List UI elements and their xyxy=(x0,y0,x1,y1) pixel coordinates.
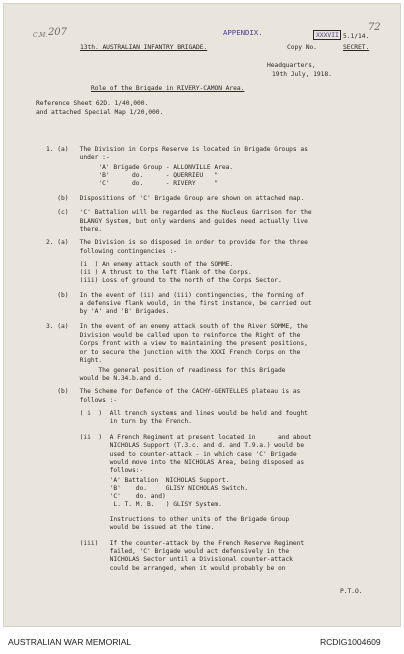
body-line: would move into the NICHOLAS Area, being disposed as xyxy=(46,459,305,466)
body-line: BLANGY System, but only wardens and guides need actually live xyxy=(46,218,308,225)
brigade-heading: 13th. AUSTRALIAN INFANTRY BRIGADE. xyxy=(80,44,208,51)
cm-number: 207 xyxy=(48,27,67,38)
body-line: (b) Dispositions of 'C' Brigade Group are shown on attached map. xyxy=(46,195,305,202)
body-line: could be arranged, when it would probably be on xyxy=(46,565,286,572)
appendix-stamp: APPENDIX. xyxy=(223,28,263,37)
body-line: The general position of readiness for this Brigade xyxy=(46,367,286,374)
secret-label: SECRET. xyxy=(343,44,370,51)
body-line: in turn by the French. xyxy=(46,418,192,425)
body-line: (b) In the event of (ii) and (iii) contingencies, the forming of xyxy=(46,292,305,299)
body-line: follows:- xyxy=(46,467,144,474)
archive-name: AUSTRALIAN WAR MEMORIAL xyxy=(8,637,132,647)
body-line: (b) The Scheme for Defence of the CACHY-GENTELLES plateau is as xyxy=(46,388,301,395)
pto-note: P.T.O. xyxy=(340,588,363,595)
body-line: (iii) Loss of ground to the north of the Corps Sector. xyxy=(46,277,282,284)
body-line: (i ) An enemy attack south of the SOMME. xyxy=(46,261,234,268)
body-line: 'C' do. - RIVERY " xyxy=(46,180,219,187)
body-line: following contingencies :- xyxy=(46,248,177,255)
body-line: L. T. M. B. ) GLISY System. xyxy=(46,501,222,508)
archive-reference: RCDIG1004609 xyxy=(320,637,381,647)
reference-line-1: Reference Sheet 62D. 1/40,000. xyxy=(36,100,149,107)
body-line: NICHOLAS Sector until a Divisional counter-attack xyxy=(46,556,293,563)
body-line: 'A' Brigade Group - ALLONVILLE Area. xyxy=(46,164,234,171)
body-line: (ii ) A French Regiment at present located in and about xyxy=(46,434,312,441)
body-line: there. xyxy=(46,226,103,233)
box-number: XXXVII xyxy=(316,30,339,39)
body-line: Instructions to other units of the Brigade Group xyxy=(46,516,290,523)
document-date: 19th July, 1918. xyxy=(272,71,332,78)
reference-line-2: and attached Special Map 1/20,000. xyxy=(36,109,164,116)
body-line: (iii) If the counter-attack by the French Reserve Regiment xyxy=(46,540,305,547)
cm-label: C.M. xyxy=(33,32,48,39)
body-line: 'A' Battalion NICHOLAS Support. xyxy=(46,477,230,484)
body-line: (c) 'C' Battalion will be regarded as the Nucleus Garrison for the xyxy=(46,209,312,216)
document-title: Role of the Brigade in RIVERY-CAMON Area. xyxy=(91,85,245,92)
body-line: 3. (a) In the event of an enemy attack south of the River SOMME, the xyxy=(46,323,308,330)
body-line: (ii ) A thrust to the left flank of the Corps. xyxy=(46,269,252,276)
body-line: Corps front with a view to maintaining the present positions, xyxy=(46,340,308,347)
headquarters-label: Headquarters, xyxy=(267,62,316,69)
body-line: Right. xyxy=(46,357,103,364)
body-line: or to secure the junction with the XXXI French Corps on the xyxy=(46,349,301,356)
body-line: a defensive flank would, in the first instance, be carried out xyxy=(46,300,312,307)
body-line: follows :- xyxy=(46,397,118,404)
body-line: under :- xyxy=(46,154,110,161)
body-line: failed, 'C' Brigade would act defensively in the xyxy=(46,548,290,555)
body-line: 'B' do. GLISY NICHOLAS Switch. xyxy=(46,485,249,492)
archive-footer xyxy=(0,632,404,654)
body-line: 1. (a) The Division in Corps Reserve is located in Brigade Groups as xyxy=(46,146,308,153)
copy-no-label: Copy No. xyxy=(287,44,317,51)
body-line: ( i ) All trench systems and lines would be held and fought xyxy=(46,410,308,417)
body-line: 2. (a) The Division is so disposed in order to provide for the three xyxy=(46,239,308,246)
body-line: 'B' do. - QUERRIEU " xyxy=(46,172,219,179)
reference-number: 5.1/14. xyxy=(343,33,370,40)
body-line: 'C' do. and) xyxy=(46,493,166,500)
body-line: would be N.34.b.and d. xyxy=(46,375,162,382)
body-line: Division would be called upon to reinforce the Right of the xyxy=(46,332,301,339)
handwritten-page-number: 72 xyxy=(368,22,381,33)
body-line: used to counter-attack - in which case 'C' Brigade xyxy=(46,451,297,458)
body-line: would be issued at the time. xyxy=(46,524,215,531)
body-line: NICHOLAS Support (T.3.c. and d. and T.9.a.) would be xyxy=(46,442,305,449)
body-line: by 'A' and 'B' Brigades. xyxy=(46,308,170,315)
